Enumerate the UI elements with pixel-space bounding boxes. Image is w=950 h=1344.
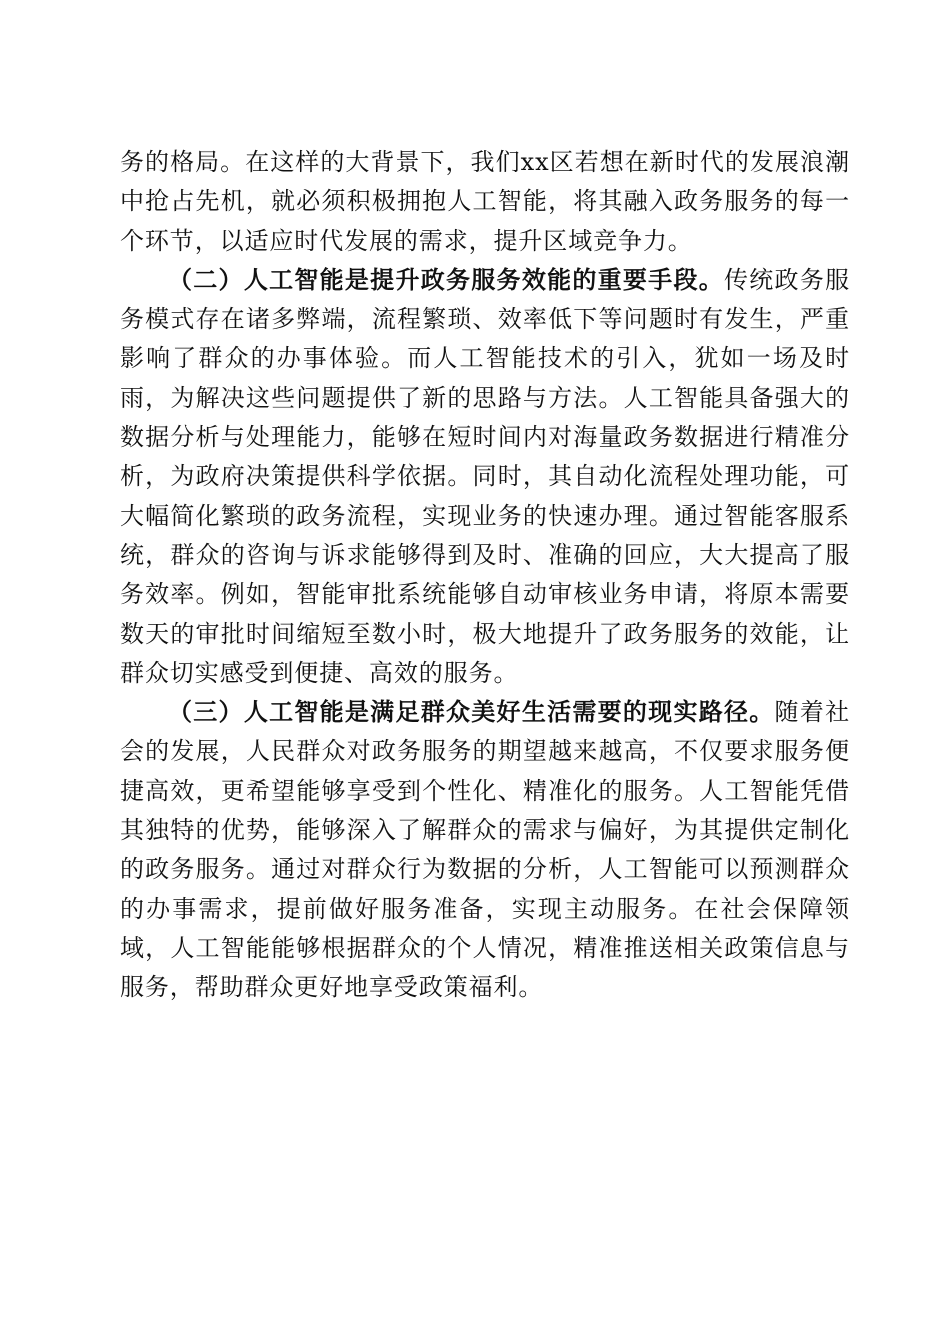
section-heading-3: （三）人工智能是满足群众美好生活需要的现实路径。 [168, 698, 775, 727]
paragraph-section-3 [120, 693, 850, 1007]
document-body [120, 143, 850, 1008]
section-heading-2: （二）人工智能是提升政务服务效能的重要手段。 [168, 265, 724, 294]
paragraph-body: 传统政务服务模式存在诸多弊端，流程繁琐、效率低下等问题时有发生，严重影响了群众的办事体验。而人工智能技术的引入，犹如一场及时雨，为解决这些问题提供了新的思路与方法。人工智能具备强大的数据分析与处理能力，能够在短时间内对海量政务数据进行精准分析，为政府决策提供科学依据。同时，其自动化流程处理功能，可大幅简化繁琐的政务流程，实现业务的快速办理。通过智能客服系统，群众的咨询与诉求能够得到及时、准确的回应，大大提高了服务效率。例如，智能审批系统能够自动审核业务申请，将原本需要数天的审批时间缩短至数小时，极大地提升了政务服务的效能，让群众切实感受到便捷、高效的服务。 [120, 265, 850, 687]
paragraph-continuation [120, 143, 850, 261]
paragraph-section-2 [120, 261, 850, 693]
paragraph-body: 务的格局。在这样的大背景下，我们xx区若想在新时代的发展浪潮中抢占先机，就必须积极拥抱人工智能，将其融入政务服务的每一个环节，以适应时代发展的需求，提升区域竞争力。 [120, 148, 850, 255]
paragraph-body: 随着社会的发展，人民群众对政务服务的期望越来越高，不仅要求服务便捷高效，更希望能够享受到个性化、精准化的服务。人工智能凭借其独特的优势，能够深入了解群众的需求与偏好，为其提供定制化的政务服务。通过对群众行为数据的分析，人工智能可以预测群众的办事需求，提前做好服务准备，实现主动服务。在社会保障领域，人工智能能够根据群众的个人情况，精准推送相关政策信息与服务，帮助群众更好地享受政策福利。 [120, 698, 850, 1002]
